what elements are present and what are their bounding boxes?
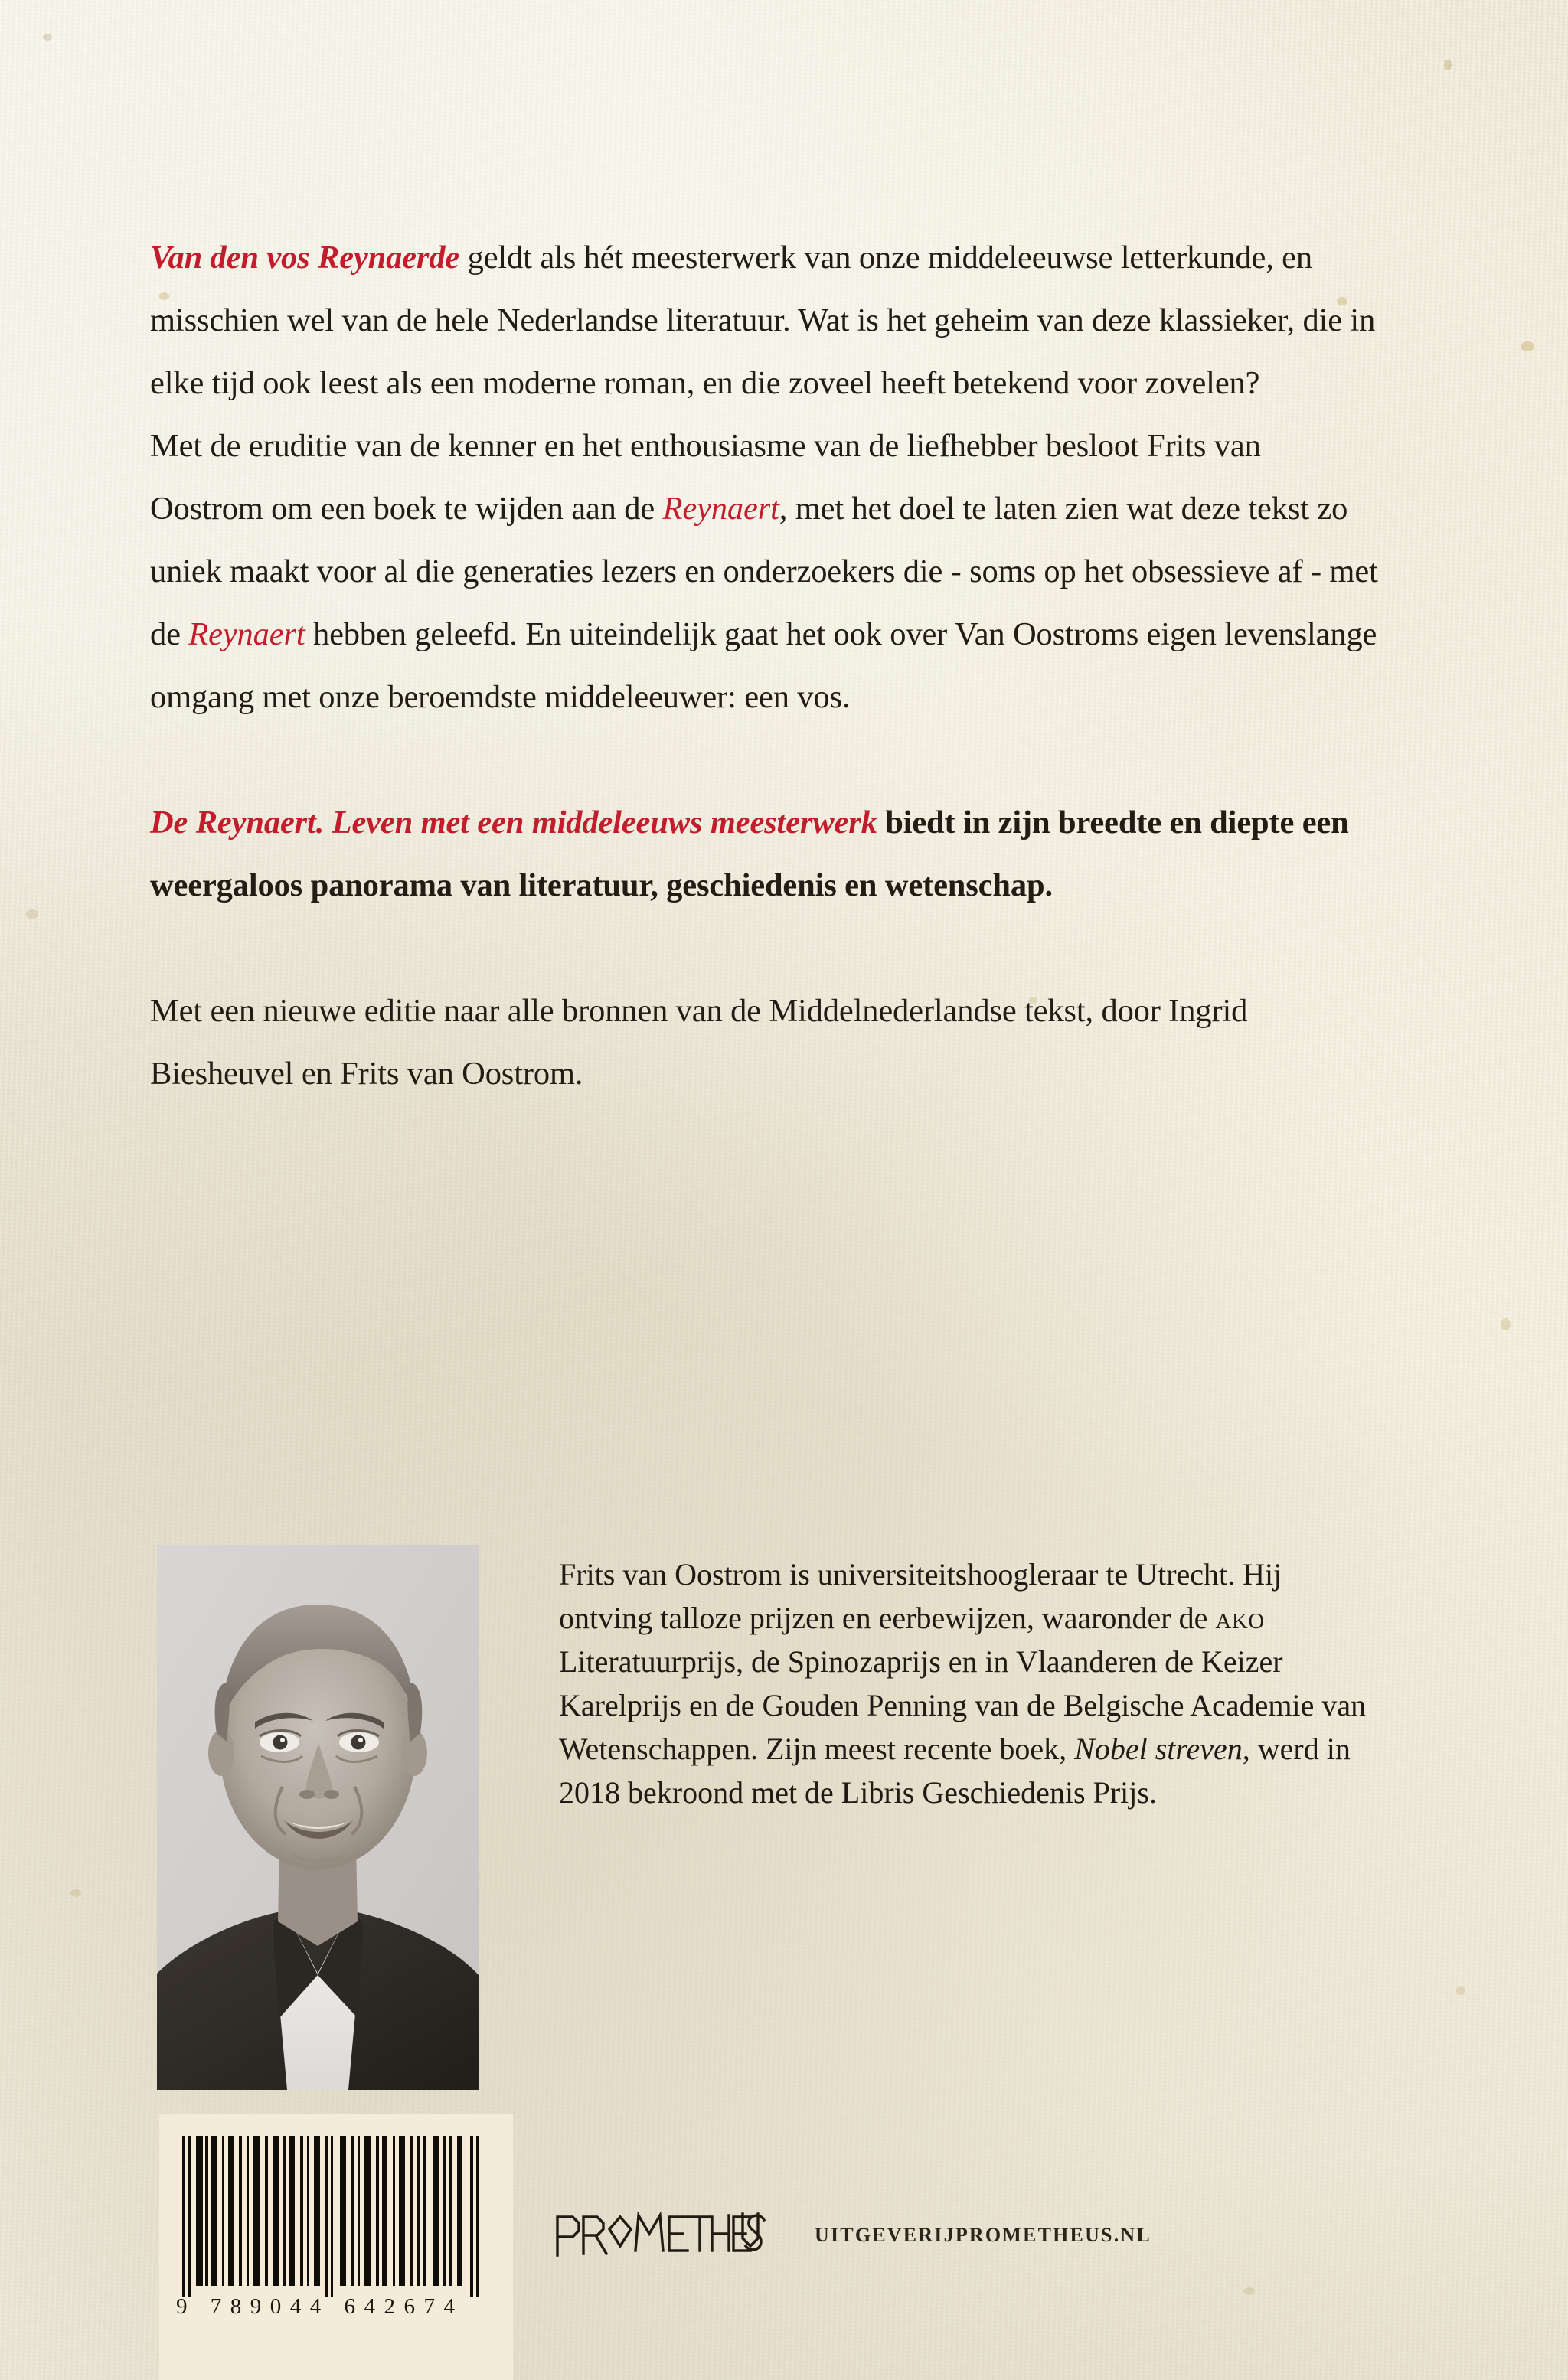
blurb-p4-text: Met een nieuwe editie naar alle bronnen van de Middelnederlandse tekst, door Ingrid Biesheuvel en Frits van Oostrom. <box>150 993 1248 1092</box>
barcode-bars <box>179 2136 493 2297</box>
author-bio-text-a: Frits van Oostrom is universiteitshoogleraar te Utrecht. Hij ontving talloze prijzen en eerbewijzen, waaronder de <box>559 1557 1282 1635</box>
ako-prize-label: ako <box>1215 1601 1265 1635</box>
paper-speck <box>26 909 38 919</box>
prometheus-logo-icon <box>553 2208 767 2263</box>
paper-speck <box>70 1889 81 1897</box>
paper-speck <box>1521 341 1534 351</box>
paper-speck <box>1456 1986 1465 1995</box>
book-title-nobel-streven: Nobel streven <box>1074 1732 1243 1766</box>
author-bio-text-c: , werd in 2018 bekroond met de Libris Geschiedenis Prijs. <box>559 1732 1351 1810</box>
author-portrait-photo <box>157 1545 479 2090</box>
work-reference-reynaert-1: Reynaert <box>662 491 779 527</box>
blurb-p3-text: biedt in zijn breedte en diepte een weergaloos panorama van literatuur, geschiedenis en wetenschap. <box>150 805 1349 903</box>
blurb-paragraph-2 <box>150 415 1381 729</box>
paper-speck <box>1444 60 1452 70</box>
author-biography <box>559 1552 1380 1814</box>
blurb-paragraph-1 <box>150 227 1381 415</box>
paper-speck <box>43 34 52 41</box>
blurb-p2-text-b: , met het doel te laten zien wat deze tekst zo uniek maakt voor al die generaties lezers en onderzoekers die - soms op het obsessieve af - met de <box>150 491 1378 652</box>
blurb-paragraph-3 <box>150 792 1381 917</box>
back-cover-blurb <box>150 227 1381 1105</box>
blurb-p2-text-c: hebben geleefd. En uiteindelijk gaat het ook over Van Oostroms eigen levenslange omgang met onze beroemdste middeleeuwer: een vos. <box>150 616 1377 715</box>
barcode-number: 9 789044 642674 <box>176 2294 464 2319</box>
blurb-paragraph-4 <box>150 980 1381 1105</box>
paper-speck <box>1243 2287 1255 2295</box>
work-reference-reynaert-2: Reynaert <box>188 616 305 652</box>
work-title-reynaerde: Van den vos Reynaerde <box>150 240 460 276</box>
book-title-de-reynaert: De Reynaert. Leven met een middeleeuws meesterwerk <box>150 805 877 841</box>
publisher-url: UITGEVERIJPROMETHEUS.NL <box>815 2224 1152 2246</box>
blurb-spacer <box>150 917 1381 980</box>
author-bio-text-b: Literatuurprijs, de Spinozaprijs en in Vlaanderen de Keizer Karelprijs en de Gouden Penning van de Belgische Academie van Wetenschappen. Zijn meest recente boek, <box>559 1644 1367 1766</box>
blurb-spacer <box>150 729 1381 792</box>
publisher-block <box>553 2208 1152 2263</box>
paper-speck <box>1501 1318 1511 1330</box>
blurb-p1-text: geldt als hét meesterwerk van onze middeleeuwse letterkunde, en misschien wel van de hele Nederlandse literatuur. Wat is het geheim van deze klassieker, die in elke tijd ook leest als een moderne roman, en die zoveel heeft betekend voor zovelen? <box>150 240 1376 401</box>
barcode-panel <box>159 2114 513 2380</box>
blurb-p2-text-a: Met de eruditie van de kenner en het enthousiasme van de liefhebber besloot Frits van Oostrom om een boek te wijden aan de <box>150 428 1261 527</box>
